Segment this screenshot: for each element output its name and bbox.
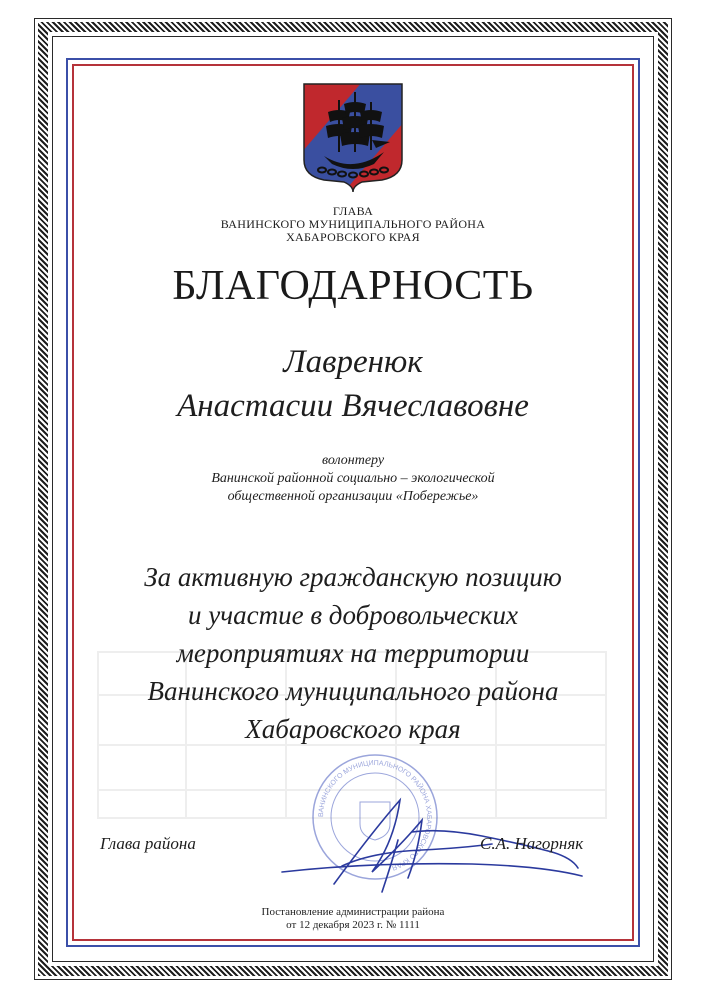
reason-line-1: За активную гражданскую позицию [144, 562, 562, 592]
stamp-text: ВАНИНСКОГО МУНИЦИПАЛЬНОГО РАЙОНА ХАБАРОВСКОГО КРАЯ [317, 759, 433, 872]
issuer-heading [80, 205, 626, 244]
award-reason [80, 558, 626, 748]
issuer-line-3: ХАБАРОВСКОГО КРАЯ [286, 230, 420, 244]
reason-line-4: Ванинского муниципального района [147, 676, 559, 706]
reason-line-2: и участие в добровольческих [187, 600, 518, 630]
issuer-line-2: ВАНИНСКОГО МУНИЦИПАЛЬНОГО РАЙОНА [220, 217, 486, 231]
document-title: БЛАГОДАРНОСТЬ [172, 263, 534, 309]
recipient-surname: Лавренюк [283, 344, 423, 380]
recipient-name [80, 340, 626, 428]
signatory-name: С.А. Нагорняк [480, 834, 584, 853]
coat-of-arms-icon [302, 82, 404, 194]
issuer-line-1: ГЛАВА [332, 204, 374, 218]
decree-line-2: от 12 декабря 2023 г. № 1111 [286, 919, 420, 931]
role-line-1: волонтеру [321, 453, 385, 468]
decree-line-1: Постановление администрации района [261, 906, 445, 918]
role-line-2: Ванинской районной социально – экологической [211, 471, 495, 486]
role-line-3: общественной организации «Побережье» [227, 489, 479, 504]
decree-reference [80, 906, 626, 932]
reason-line-3: мероприятиях на территории [176, 638, 530, 668]
recipient-role [80, 452, 626, 506]
recipient-given-names: Анастасии Вячеславовне [177, 388, 529, 424]
reason-line-5: Хабаровского края [245, 714, 461, 744]
signatory-position: Глава района [100, 834, 196, 853]
